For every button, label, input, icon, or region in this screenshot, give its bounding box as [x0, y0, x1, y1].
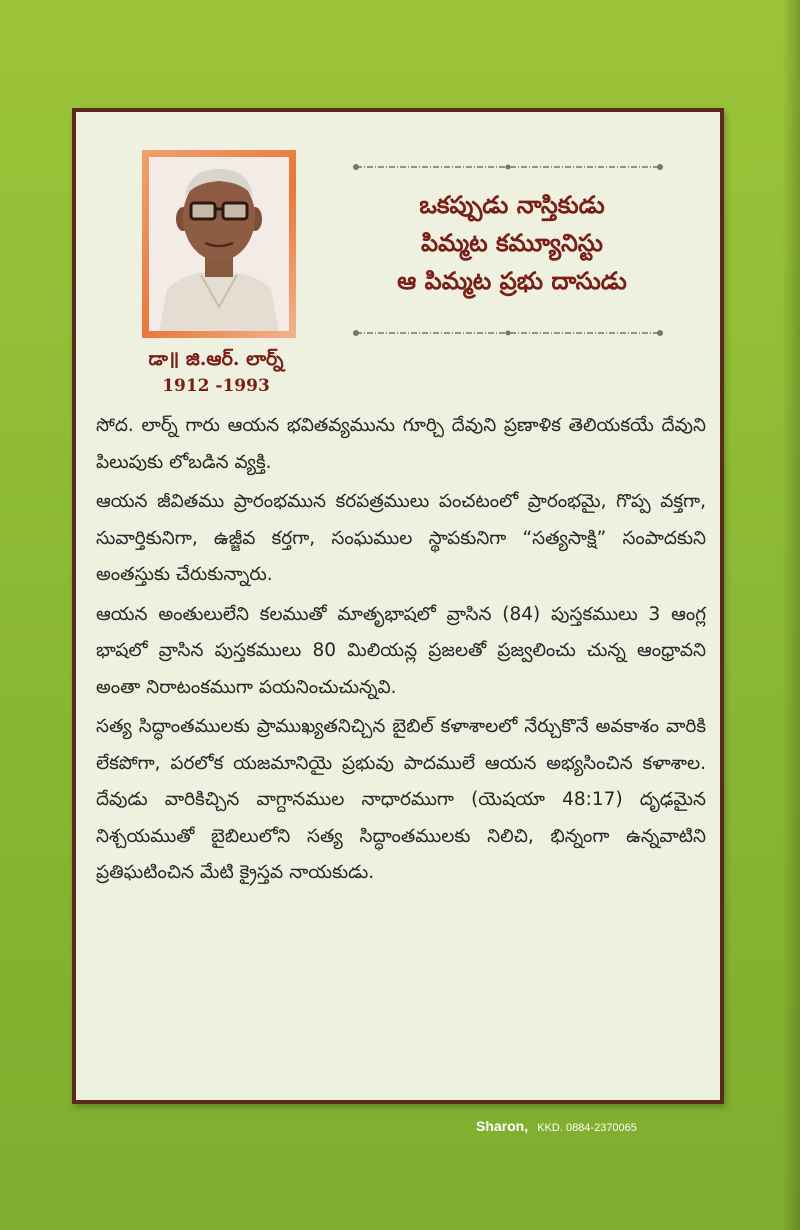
biography-paragraph: సత్య సిద్ధాంతములకు ప్రాముఖ్యతనిచ్చిన బైబిల్ కళాశాలలో నేర్చుకొనే అవకాశం వారికి లేకపోగా, పరలోక యజమానియై ప్రభువు పాదములే ఆయన అభ్యసించిన కళాశాల. దేవుడు వారికిచ్చిన వాగ్దానముల నాధారముగా (యెషయా 48:17) దృఢమైన నిశ్చయముతో బైబిలులోని సత్య సిద్ధాంతములకు నిలిచి, భిన్నంగా ఉన్నవాటిని ప్రతిఘటించిన మేటి క్రైస్తవ నాయకుడు. — [96, 716, 706, 883]
author-name: డా॥ జి.ఆర్. లార్న్ — [148, 348, 284, 370]
author-photo — [149, 157, 289, 331]
tagline-block — [342, 186, 682, 300]
publisher-contact: KKD. 0884-2370065 — [537, 1122, 637, 1134]
spine-shadow — [782, 0, 800, 1230]
biography-text — [96, 408, 706, 895]
top-ornament-divider — [352, 162, 664, 172]
tagline-line: పిమ్మట కమ్యూనిస్టు — [421, 229, 603, 257]
publisher-imprint — [476, 1116, 637, 1135]
tagline-line: ఆ పిమ్మట ప్రభు దాసుడు — [397, 267, 627, 295]
author-portrait-image — [149, 157, 289, 331]
biography-paragraph: సోద. లార్న్ గారు ఆయన భవితవ్యమును గూర్చి దేవుని ప్రణాళిక తెలియకయే దేవుని పిలుపుకు లోబడిన వ్యక్తి. — [96, 415, 706, 473]
text-panel — [76, 112, 720, 1100]
tagline-line: ఒకప్పుడు నాస్తికుడు — [419, 191, 605, 219]
biography-paragraph: ఆయన అంతులులేని కలముతో మాతృభాషలో వ్రాసిన (84) పుస్తకములు 3 ఆంగ్ల భాషలో వ్రాసిన పుస్తకములు 80 మిలియన్ల ప్రజలతో ప్రజ్వలించు చున్న ఆంధ్రావని అంతా నిరాటంకముగా పయనించుచున్నవి. — [96, 603, 706, 698]
text-panel-border — [72, 108, 724, 1104]
author-years: 1912 -1993 — [162, 376, 270, 396]
author-photo-frame — [142, 150, 296, 338]
bottom-ornament-divider — [352, 328, 664, 338]
publisher-name: Sharon, — [476, 1118, 529, 1134]
biography-paragraph: ఆయన జీవితము ప్రారంభమున కరపత్రములు పంచటంలో ప్రారంభమై, గొప్ప వక్తగా, సువార్తికునిగా, ఉజ్జీవ కర్తగా, సంఘముల స్థాపకునిగా “సత్యసాక్షి” సంపాదకుని అంతస్తుకు చేరుకున్నారు. — [96, 491, 706, 585]
